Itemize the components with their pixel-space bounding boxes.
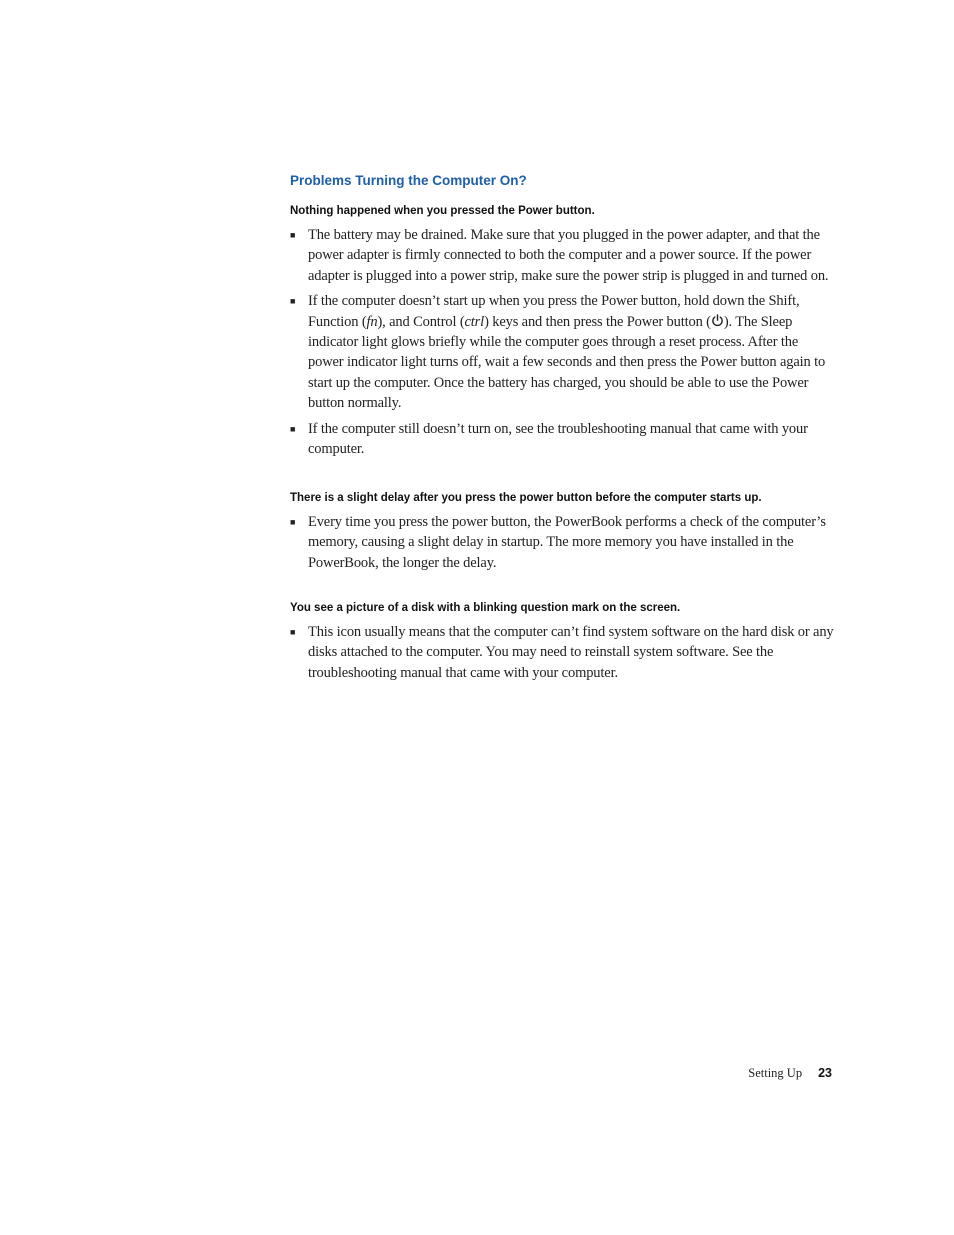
list-item — [290, 512, 835, 573]
bullet-icon: ■ — [290, 517, 296, 527]
footer-section-label: Setting Up — [748, 1066, 803, 1080]
problem-heading: You see a picture of a disk with a blinking question mark on the screen. — [290, 602, 681, 614]
list-item-text — [308, 293, 825, 411]
page-footer — [700, 1064, 832, 1082]
problem-block-blinking-disk — [290, 601, 835, 688]
list-item — [290, 419, 835, 460]
list-item-text: Every time you press the power button, the PowerBook performs a check of the computer’s memory, causing a slight delay in startup. The more memory you have installed in the PowerBook, the longer the delay. — [308, 514, 826, 571]
problem-block-startup-delay — [290, 491, 835, 578]
list-item-text: If the computer still doesn’t turn on, see the troubleshooting manual that came with your computer. — [308, 420, 808, 458]
list-item-text: The battery may be drained. Make sure that you plugged in the power adapter, and that the power adapter is firmly connected to both the computer and a power source. If the power adapter is plugged into a power strip, make sure the power strip is plugged in and turned on. — [308, 227, 829, 284]
key-ctrl: ctrl — [464, 313, 485, 330]
bullet-icon: ■ — [290, 296, 296, 307]
text-run: ) keys and then press the Power button ( — [484, 313, 711, 330]
bullet-icon: ■ — [290, 230, 296, 240]
problem-heading: There is a slight delay after you press the power button before the computer starts up. — [290, 492, 762, 504]
text-run: ), and Control ( — [377, 313, 465, 330]
bullet-icon: ■ — [290, 423, 296, 434]
list-item — [290, 225, 835, 286]
section-title: Problems Turning the Computer On? — [290, 173, 527, 188]
problem-heading: Nothing happened when you pressed the Power button. — [290, 205, 595, 217]
key-fn: fn — [366, 313, 378, 330]
text-run: ). The Sleep indicator light glows briefly while the computer goes through a reset process. After the power indicator light turns off, wait a few seconds and then press the Power button again to start up the computer. Once the battery has charged, you should be able to use the Power button normally. — [308, 313, 826, 412]
list-item — [290, 622, 835, 683]
problem-block-power-button — [290, 204, 835, 464]
text-run: If the computer doesn’t start up when you press the Power button, hold down the Shift, Function ( — [308, 293, 800, 330]
list-item — [290, 291, 835, 413]
list-item-text: This icon usually means that the computer can’t find system software on the hard disk or any disks attached to the computer. You may need to reinstall system software. See the troubleshooting manual that came with your computer. — [308, 624, 834, 681]
page-number: 23 — [818, 1066, 832, 1080]
power-icon — [711, 314, 724, 327]
bullet-icon: ■ — [290, 627, 296, 637]
